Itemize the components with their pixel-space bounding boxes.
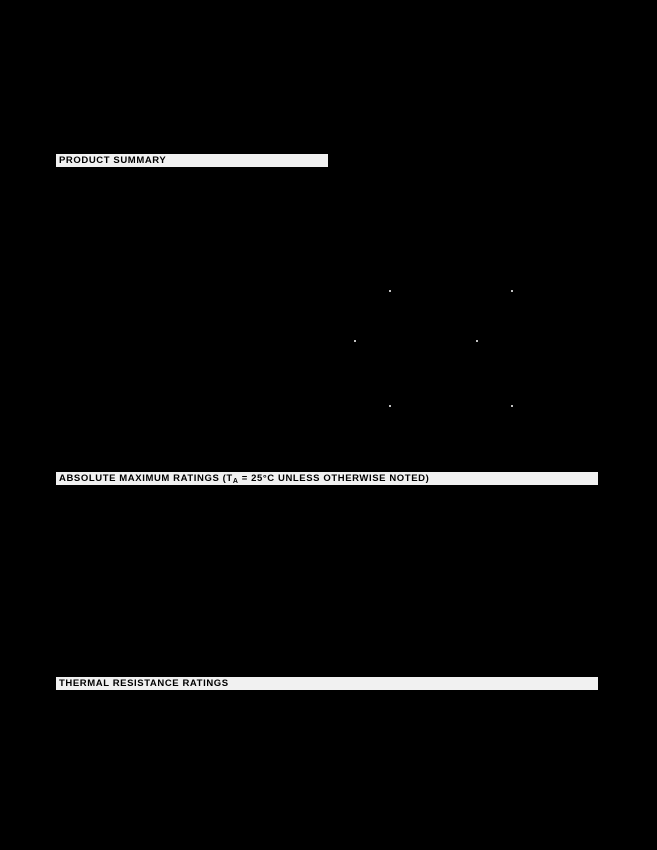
section-header-thermal-resistance-ratings: THERMAL RESISTANCE RATINGS [55, 676, 599, 691]
feature-bullet-icon [389, 290, 391, 292]
feature-bullet-icon [511, 290, 513, 292]
feature-bullet-icon [389, 405, 391, 407]
abs-max-title-part1: ABSOLUTE MAXIMUM RATINGS (T [59, 473, 233, 484]
abs-max-title-subscript: A [232, 478, 239, 485]
feature-bullet-icon [511, 405, 513, 407]
section-header-absolute-maximum-ratings [55, 471, 599, 486]
abs-max-title-part2: = 25°C UNLESS OTHERWISE NOTED) [238, 473, 430, 484]
feature-bullet-icon [476, 340, 478, 342]
section-header-product-summary: PRODUCT SUMMARY [55, 153, 329, 168]
feature-bullet-icon [354, 340, 356, 342]
